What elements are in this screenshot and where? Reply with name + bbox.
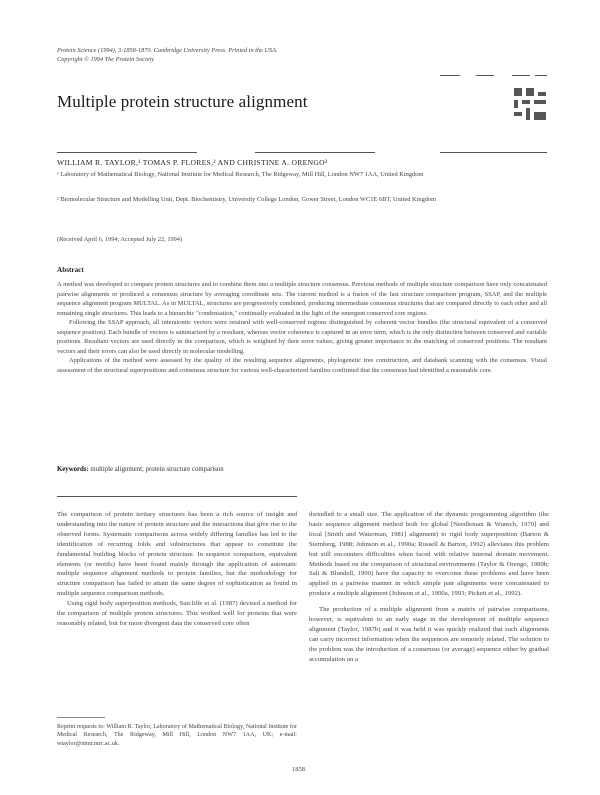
body-paragraph: The production of a multiple alignment from a matrix of pairwise comparisons, however, is equivalent to an early stage in the development of multiple sequence alignment (Taylor, 1987b) and it was held it was quickly realized that such alignments can carry incorrect information when the sequences are remotely related. The solution to the problem was the introduction of a consensus (or average) sequence either by gradual accumulation on a bbox=[309, 606, 549, 663]
page-number: 1858 bbox=[292, 766, 305, 773]
abstract-paragraph: Following the SSAP approach, all interatomic vectors were retained with well-conserved regions distinguished by coherent vector bundles (the structural equivalent of a conserved sequence position). Each bundle of vectors is summarized by a resultant, whereas vector coherence is captured in an error term, which is the only distinction between conserved and variable positions. Resultant vectors are used directly in the comparison, which is weighted by their error values, giving greater importance to the matching of conserved positions. The resultant vectors and their errors can also be used directly in molecular modelling. bbox=[57, 319, 547, 355]
body-paragraph: The comparison of protein tertiary structures has been a rich source of insight and understanding into the nature of protein structure and the interactions that give rise to the observed forms. Systematic comparisons across widely differing families has led to the identification of recurring folds and substructures that appear to constitute the fundamental building blocks of protein structure. In sequence comparison, equivalent elements (or motifs) have been found mainly through the application of automatic multiple sequence alignment methods to protein families, but the methodology for structure comparison has failed to attain the same degree of sophistication as found in multiple sequence comparison methods. bbox=[57, 511, 297, 598]
keywords bbox=[57, 466, 224, 473]
header-rule-3 bbox=[512, 75, 530, 76]
keywords-text: multiple alignment; protein structure comparison bbox=[90, 466, 224, 473]
logo-mark bbox=[514, 88, 546, 120]
header-rule-4 bbox=[535, 75, 547, 76]
affiliation-1: ¹ Laboratory of Mathematical Biology, National Institute for Medical Research, The Ridgeway, Mill Hill, London NW7 1AA, United Kingdom bbox=[57, 171, 424, 178]
abstract-heading: Abstract bbox=[57, 266, 84, 274]
masthead-citation: Protein Science (1994), 3:1858-1870. Cambridge University Press. Printed in the USA. bbox=[57, 47, 278, 54]
title-rule-3 bbox=[440, 152, 547, 153]
footnote-rule bbox=[57, 717, 105, 718]
author-list: WILLIAM R. TAYLOR,¹ TOMAS P. FLORES,² AND CHRISTINE A. ORENGO² bbox=[57, 158, 328, 167]
masthead-copyright: Copyright © 1994 The Protein Society bbox=[57, 55, 155, 63]
title-rule-2 bbox=[255, 152, 375, 153]
header-rule-2 bbox=[476, 75, 494, 76]
article-title: Multiple protein structure alignment bbox=[57, 92, 308, 111]
body-paragraph: dwindled to a small size. The application of the dynamic programming algorithm (the basic sequence alignment method both for global [Needleman & Wunsch, 1970] and local [Smith and Waterman, 1981] alignment) to rigid body superposition (Barton & Sternberg, 1988; Johnson et al., 1990a; Russell & Barton, 1992) alleviates this problem but still encounters difficulties when faced with relative internal domain movement. Methods based on the comparison of structural environments (Taylor & Orengo, 1989b; Sali & Blundell, 1990) have the capacity to overcome these problems and have been applied in a pairwise manner in which simple pair alignments were concatenated to produce a multiple alignment (Johnson et al., 1990a, 1993; Pickett et al., 1992). bbox=[309, 511, 549, 598]
abstract-paragraph: A method was developed to compare protein structures and to combine them into a multiple structure consensus. Previous methods of multiple structure comparison have only concatenated pairwise alignments or produced a consensus structure by averaging coordinate sets. The current method is a fusion of the fast structure comparison program, SSAP, and the multiple sequence alignment program MULTAL. As in MULTAL, structures are progressively combined, producing intermediate consensus structures that are compared directly to each other and all remaining single structures. This leads to a hierarchic "condensation," continually evaluated in the light of the emergent conserved core regions. bbox=[57, 281, 547, 317]
body-rule bbox=[57, 496, 297, 497]
reprint-footnote: Reprint requests to: William R. Taylor, Laboratory of Mathematical Biology, National Institute for Medical Research, The Ridgeway, Mill Hill, London NW7 1AA, UK; e-mail: wtaylor@nimr.mrc.ac.uk. bbox=[57, 724, 297, 747]
title-rule-1 bbox=[57, 152, 197, 153]
body-column-right bbox=[309, 510, 549, 665]
abstract-body bbox=[57, 280, 547, 375]
keywords-label: Keywords: bbox=[57, 466, 89, 473]
affiliation-2: ² Biomolecular Structure and Modelling Unit, Dept. Biochemistry, University College London, Gower Street, London WC1E 6BT, United Kingdom bbox=[57, 196, 437, 203]
header-rule-1 bbox=[440, 75, 460, 76]
body-paragraph: Using rigid body superposition methods, Sutcliffe et al. (1987) devised a method for the comparison of multiple protein structures. This worked well for proteins that were reasonably related, but for more divergent data the conserved core often bbox=[57, 600, 297, 627]
journal-masthead bbox=[57, 47, 278, 64]
received-dates: (Received April 6, 1994; Accepted July 22, 1994) bbox=[57, 236, 183, 243]
abstract-paragraph: Applications of the method were assessed by the quality of the resulting sequence alignments, phylogenetic tree construction, and databank scanning with the consensus. Visual assessment of the structural superpositions and consensus structure for various well-characterized families confirmed that the consensus had identified a reasonable core. bbox=[57, 357, 547, 374]
protein-society-logo bbox=[512, 86, 552, 126]
body-column-left bbox=[57, 510, 297, 629]
